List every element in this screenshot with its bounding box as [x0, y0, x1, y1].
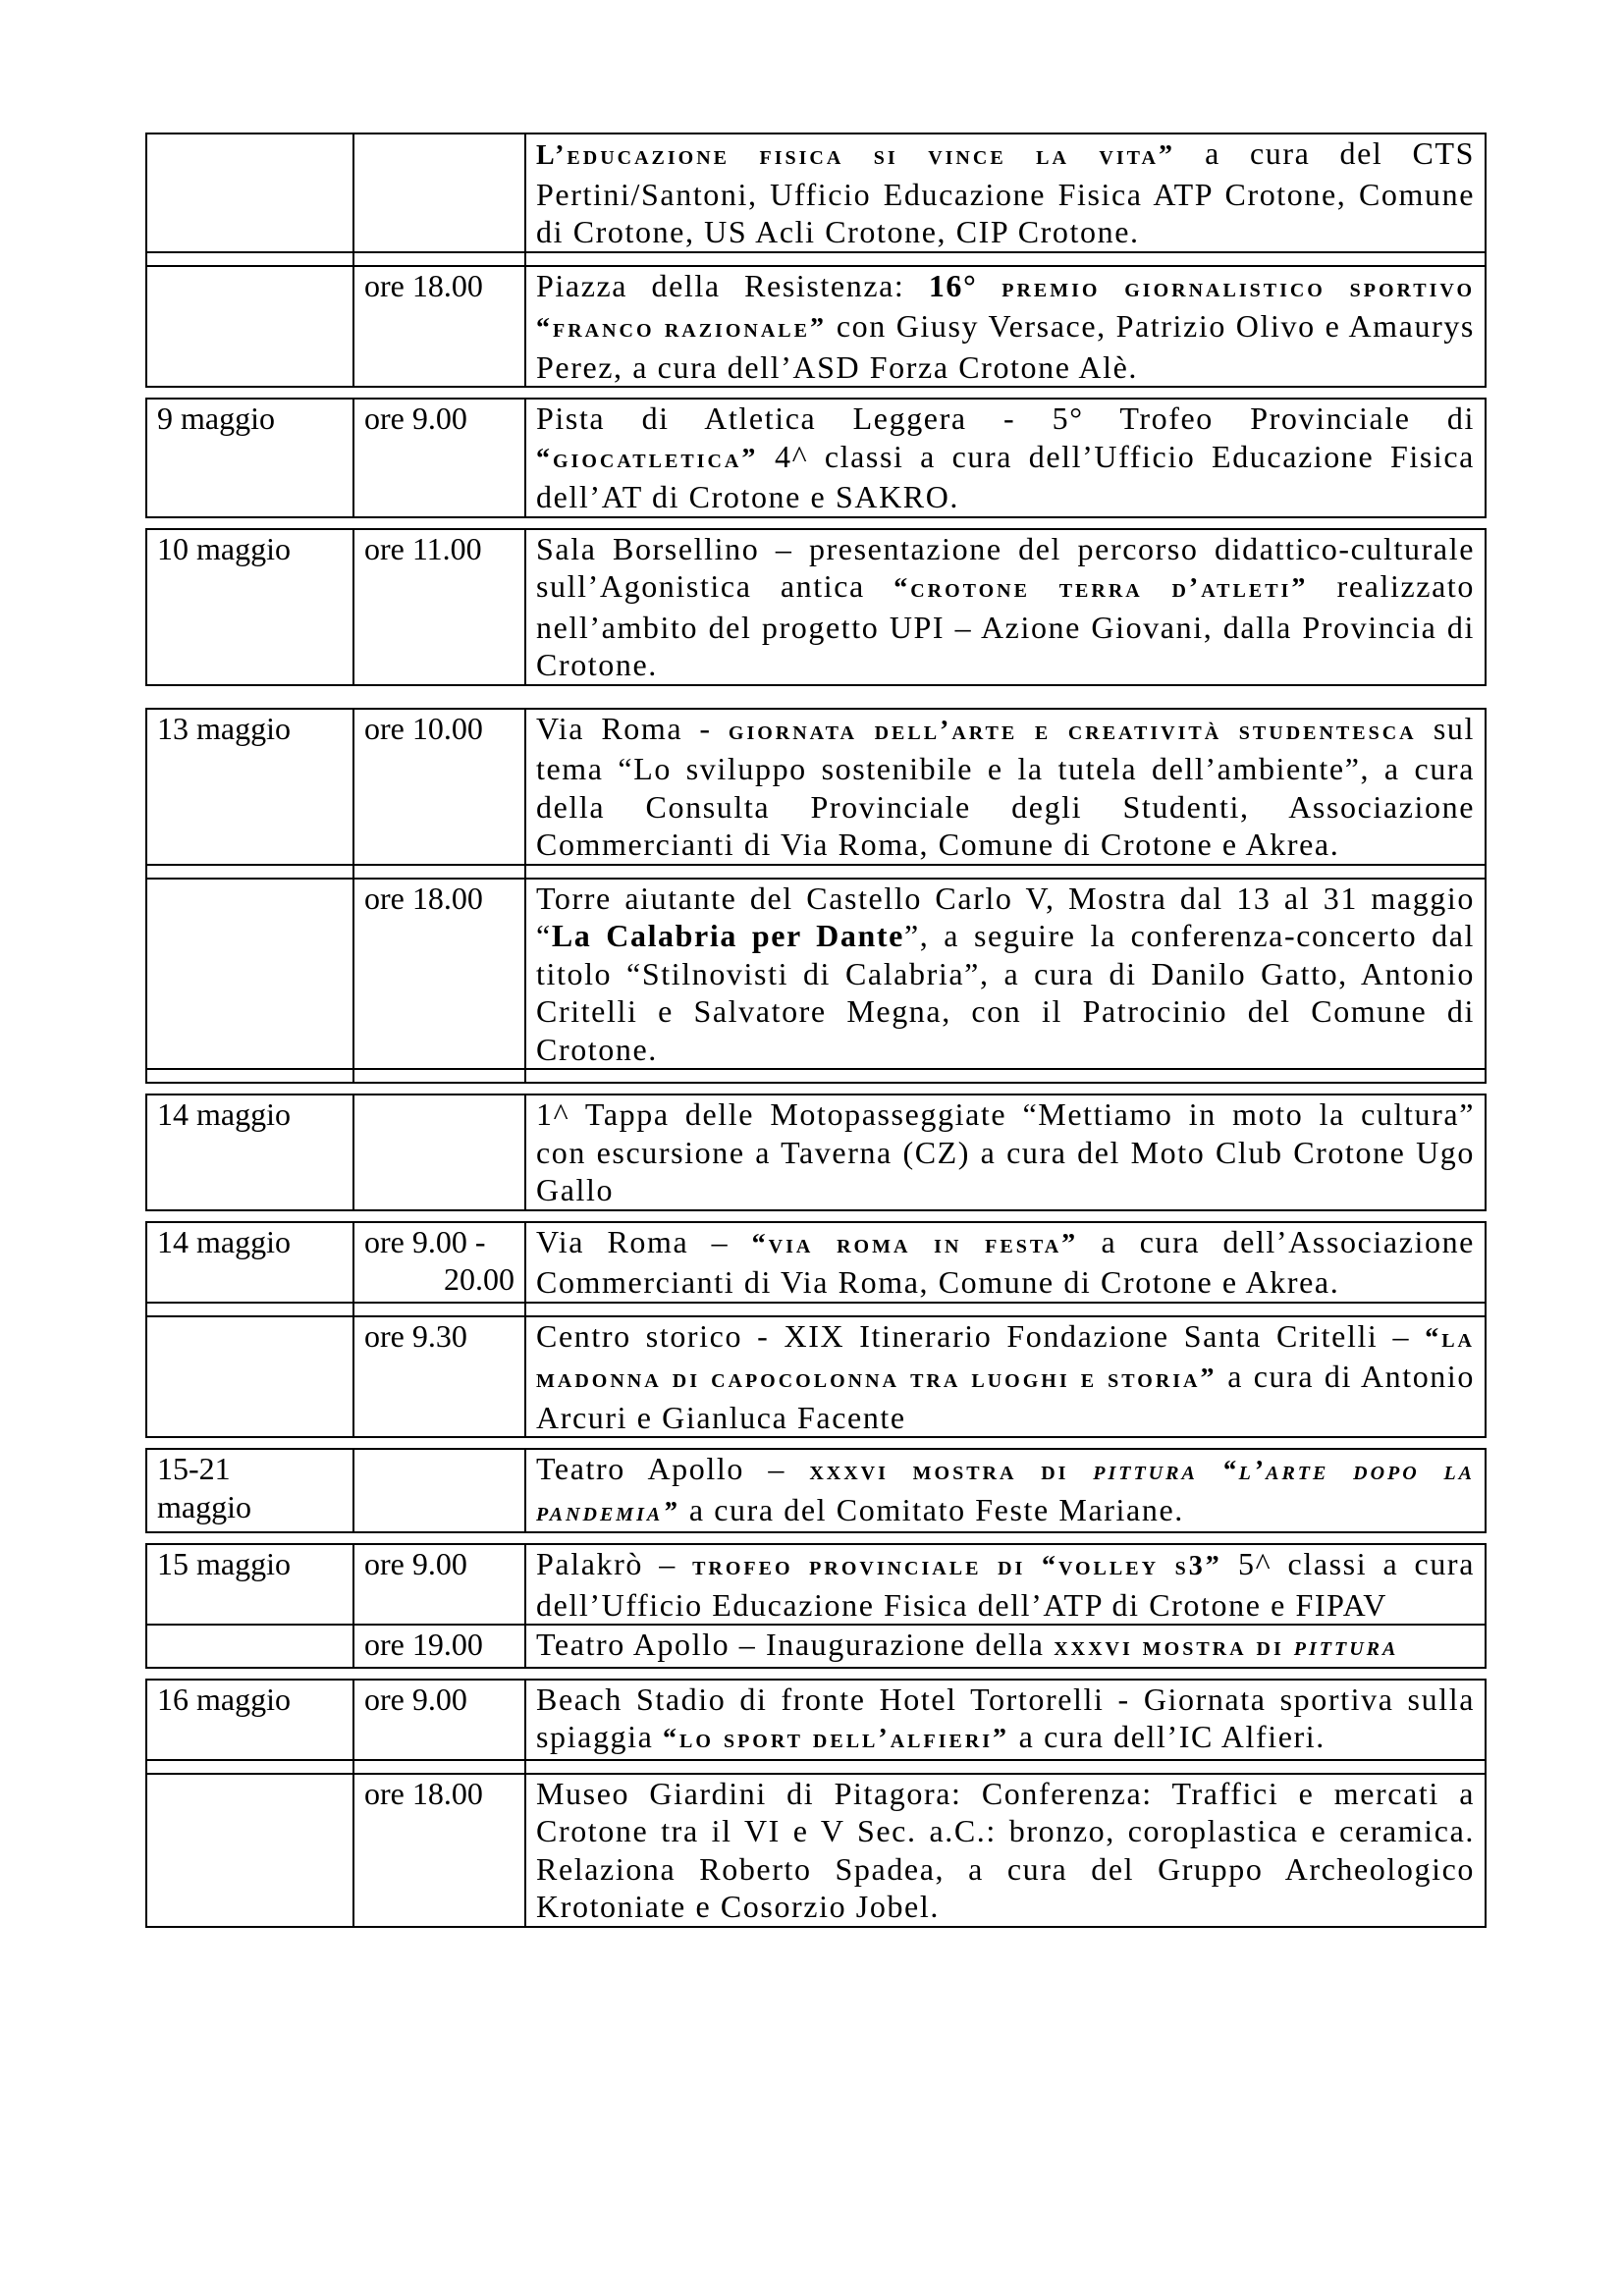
description-text: Teatro Apollo – Inaugurazione della [536, 1627, 1055, 1662]
event-row [146, 1625, 1486, 1668]
event-block [145, 1094, 1487, 1211]
time-cell: ore 18.00 [353, 879, 525, 1070]
emphasis-text: “crotone terra d’atleti” [893, 573, 1309, 604]
description-text: a cura di Antonio Arcuri e Gianluca Facente [536, 1359, 1475, 1435]
description-text: 1^ Tappa delle Motopasseggiate “Mettiamo in moto la cultura” con escursione a Taverna (CZ) a cura del Moto Club Crotone Ugo Gallo [536, 1096, 1475, 1207]
date-cell: 14 maggio [146, 1222, 353, 1303]
description-text: Teatro Apollo – [536, 1451, 810, 1486]
event-block [145, 1221, 1487, 1439]
description-text: con Giusy Versace, Patrizio Olivo e Amaurys Perez, a cura dell’ASD Forza Crotone Alè. [536, 308, 1475, 385]
emphasis-text: La Calabria per Dante [551, 918, 904, 953]
time-cell [353, 1449, 525, 1532]
description-text: a cura del CTS Pertini/Santoni, Ufficio Educazione Fisica ATP Crotone, Comune di Crotone, US Acli Crotone, CIP Crotone. [536, 135, 1476, 249]
date-cell [146, 1625, 353, 1668]
spacer-row [146, 865, 1486, 879]
date-cell [146, 266, 353, 388]
event-block [145, 528, 1487, 686]
event-row [146, 1774, 1486, 1927]
description-text: ”, a seguire la conferenza-concerto dal titolo “Stilnovisti di Calabria”, a cura di Danilo Gatto, Antonio Critelli e Salvatore Megna, con il Patrocinio del Comune di Crotone. [536, 918, 1475, 1067]
emphasis-text: “giocatletica” [536, 443, 759, 474]
description-cell [525, 879, 1486, 1070]
event-block [145, 133, 1487, 388]
event-block [145, 1543, 1487, 1669]
description-cell [525, 1680, 1486, 1760]
description-cell [525, 1449, 1486, 1532]
description-cell [525, 133, 1486, 252]
time-cell: ore 9.00 [353, 399, 525, 517]
date-cell: 15 maggio [146, 1544, 353, 1625]
event-block [145, 708, 1487, 1085]
event-row [146, 1680, 1486, 1760]
description-cell [525, 1544, 1486, 1625]
date-cell: 14 maggio [146, 1095, 353, 1210]
spacer-row [146, 252, 1486, 266]
description-text: Centro storico - XIX Itinerario Fondazione Santa Critelli – [536, 1317, 1426, 1354]
event-row [146, 1222, 1486, 1303]
description-cell [525, 529, 1486, 685]
event-row [146, 879, 1486, 1070]
description-cell [525, 1095, 1486, 1210]
description-text: Piazza della Resistenza: [536, 267, 929, 303]
spacer-row [146, 1760, 1486, 1774]
description-cell [525, 266, 1486, 388]
event-row [146, 266, 1486, 388]
date-cell [146, 879, 353, 1070]
event-block [145, 398, 1487, 518]
date-month: maggio [157, 1488, 251, 1524]
date-cell: 13 maggio [146, 709, 353, 865]
description-cell [525, 1316, 1486, 1438]
emphasis-text: xxxvi mostra di [1054, 1631, 1294, 1662]
time-cell: ore 9.00 [353, 1544, 525, 1625]
time-cell: ore 9.00 [353, 1680, 525, 1760]
description-text: Via Roma – [536, 1223, 752, 1259]
description-cell [525, 1222, 1486, 1303]
event-row [146, 1544, 1486, 1625]
time-cell: ore 19.00 [353, 1625, 525, 1668]
date-cell: 9 maggio [146, 399, 353, 517]
time-cell [353, 133, 525, 252]
description-text: Museo Giardini di Pitagora: Conferenza: Traffici e mercati a Crotone tra il VI e V Sec. a.C.: bronzo, coroplastica e ceramica. Relaziona Roberto Spadea, a cura del Gruppo Archeologico Krotoniate e Cosorzio Jobel. [536, 1775, 1475, 1924]
emphasis-text: pittura [1293, 1631, 1399, 1662]
description-text: a cura dell’Associazione Commercianti di Via Roma, Comune di Crotone e Akrea. [536, 1223, 1475, 1300]
description-text: Sala Borsellino – presentazione del percorso didattico-culturale sull’Agonistica antica [536, 530, 1475, 604]
emphasis-text: xxxvi mostra di [809, 1456, 1094, 1486]
description-text: Beach Stadio di fronte Hotel Tortorelli - Giornata sportiva sulla spiaggia [536, 1681, 1475, 1754]
date-cell [146, 1316, 353, 1438]
event-row [146, 1095, 1486, 1210]
description-cell [525, 1625, 1486, 1668]
time-cell [353, 1222, 525, 1303]
event-block [145, 1679, 1487, 1928]
description-cell [525, 399, 1486, 517]
time-cell: ore 10.00 [353, 709, 525, 865]
description-text: 5^ classi a cura dell’Ufficio Educazione Fisica dell’ATP di Crotone e FIPAV [536, 1546, 1475, 1623]
time-cell: ore 18.00 [353, 266, 525, 388]
emphasis-text: premio giornalistico sportivo “franco razionale” [536, 272, 1476, 344]
emphasis-text: “lo sport dell’alfieri” [663, 1724, 1010, 1754]
description-cell [525, 709, 1486, 865]
time-cell: ore 11.00 [353, 529, 525, 685]
description-text: a cura dell’IC Alfieri. [1009, 1719, 1326, 1754]
description-text: Torre aiutante del Castello Carlo V, Mostra dal 13 al 31 maggio “ [536, 880, 1475, 953]
event-row [146, 399, 1486, 517]
description-text: Pista di Atletica Leggera - 5° Trofeo Provinciale di [536, 400, 1475, 436]
emphasis-text: L’educazione fisica si vince la vita” [536, 140, 1175, 171]
spacer-row [146, 1069, 1486, 1083]
description-cell [525, 1774, 1486, 1927]
date-cell [146, 133, 353, 252]
emphasis-text: 16° [928, 267, 978, 303]
description-text: realizzato nell’ambito del progetto UPI – Azione Giovani, dalla Provincia di Crotone. [536, 568, 1475, 682]
emphasis-text: giornata dell’arte e creatività studentesca [728, 715, 1417, 746]
date-range: 15-21 [157, 1451, 231, 1486]
event-row [146, 1449, 1486, 1532]
emphasis-text: “la madonna di capocolonna tra luoghi e storia” [536, 1322, 1475, 1394]
description-text: sul tema “Lo sviluppo sostenibile e la tutela dell’ambiente”, a cura della Consulta Provinciale degli Studenti, Associazione Commercianti di Via Roma, Comune di Crotone e Akrea. [536, 710, 1475, 862]
description-text: a cura del Comitato Feste Mariane. [679, 1491, 1184, 1527]
schedule [145, 133, 1487, 1938]
emphasis-text: pittura “l’arte dopo la pandemia” [536, 1456, 1476, 1527]
date-cell: 10 maggio [146, 529, 353, 685]
event-row [146, 709, 1486, 865]
time-cell: ore 9.30 [353, 1316, 525, 1438]
description-text: Via Roma - [536, 710, 729, 746]
time-start: ore 9.00 - [364, 1223, 486, 1259]
time-cell [353, 1095, 525, 1210]
time-cell: ore 18.00 [353, 1774, 525, 1927]
time-end: 20.00 [444, 1261, 514, 1297]
event-block [145, 1448, 1487, 1533]
event-row [146, 1316, 1486, 1438]
emphasis-text: “via roma in festa” [751, 1228, 1079, 1259]
date-cell: 16 maggio [146, 1680, 353, 1760]
event-row [146, 529, 1486, 685]
date-cell [146, 1774, 353, 1927]
emphasis-text: trofeo provinciale di “volley s3” [692, 1551, 1222, 1581]
event-row [146, 133, 1486, 252]
date-cell [146, 1449, 353, 1532]
description-text: 4^ classi a cura dell’Ufficio Educazione Fisica dell’AT di Crotone e SAKRO. [536, 438, 1475, 514]
spacer-row [146, 1303, 1486, 1316]
description-text: Palakrò – [536, 1546, 693, 1581]
